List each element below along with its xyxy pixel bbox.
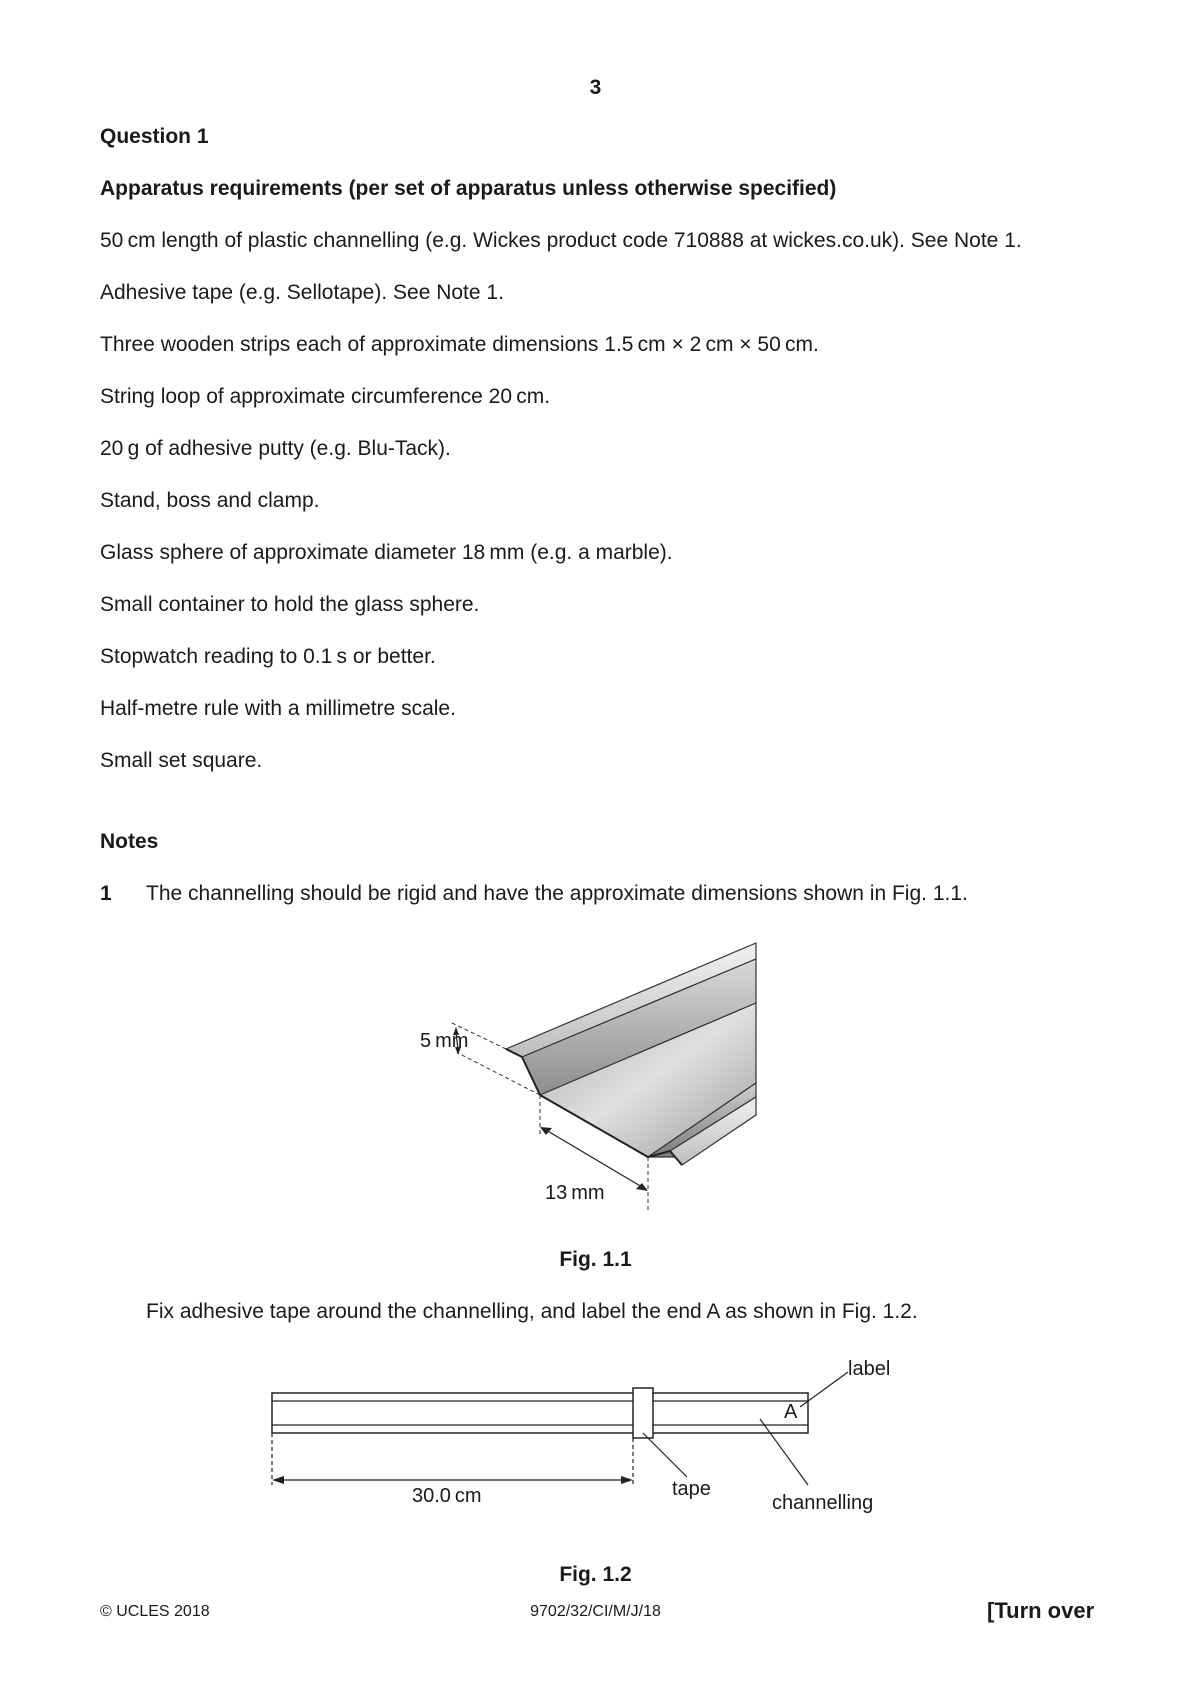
apparatus-item: Small container to hold the glass sphere. (100, 593, 480, 616)
fix-instruction: Fix adhesive tape around the channelling, and label the end A as shown in Fig. 1.2. (146, 1300, 918, 1323)
apparatus-item: Three wooden strips each of approximate dimensions 1.5 cm × 2 cm × 50 cm. (100, 333, 819, 356)
apparatus-heading: Apparatus requirements (per set of apparatus unless otherwise specified) (100, 177, 837, 200)
tape-callout: tape (672, 1478, 711, 1500)
tape-band (633, 1388, 653, 1438)
footer-copyright: © UCLES 2018 (100, 1603, 210, 1620)
apparatus-item: Stand, boss and clamp. (100, 489, 320, 512)
end-a-label: A (784, 1401, 798, 1423)
channelling-callout: channelling (772, 1492, 874, 1514)
height-dimension-label: 5 mm (420, 1030, 469, 1052)
label-callout: label (848, 1358, 891, 1380)
channelling-figure (380, 925, 780, 1215)
channelling-tape-figure (240, 1345, 920, 1525)
fig-1-1-caption: Fig. 1.1 (559, 1248, 632, 1271)
fig-1-2-caption: Fig. 1.2 (559, 1563, 632, 1586)
apparatus-item: Glass sphere of approximate diameter 18 mm (e.g. a marble). (100, 541, 673, 564)
distance-label: 30.0 cm (412, 1485, 482, 1507)
width-dimension-label: 13 mm (545, 1182, 605, 1204)
note-number: 1 (100, 882, 112, 905)
apparatus-item: 20 g of adhesive putty (e.g. Blu-Tack). (100, 437, 451, 460)
question-heading: Question 1 (100, 125, 209, 148)
apparatus-item: 50 cm length of plastic channelling (e.g. Wickes product code 710888 at wickes.co.uk). See Note 1. (100, 229, 1022, 252)
page-number: 3 (589, 76, 602, 99)
apparatus-item: Stopwatch reading to 0.1 s or better. (100, 645, 436, 668)
note-text: The channelling should be rigid and have the approximate dimensions shown in Fig. 1.1. (146, 882, 968, 905)
channel-side-view (272, 1393, 808, 1433)
apparatus-item: String loop of approximate circumference 20 cm. (100, 385, 551, 408)
footer-turn-over: [Turn over (987, 1598, 1095, 1623)
notes-heading: Notes (100, 830, 159, 853)
footer-paper-code: 9702/32/CI/M/J/18 (530, 1603, 661, 1620)
apparatus-item: Adhesive tape (e.g. Sellotape). See Note 1. (100, 281, 504, 304)
apparatus-item: Small set square. (100, 749, 263, 772)
apparatus-item: Half-metre rule with a millimetre scale. (100, 697, 456, 720)
